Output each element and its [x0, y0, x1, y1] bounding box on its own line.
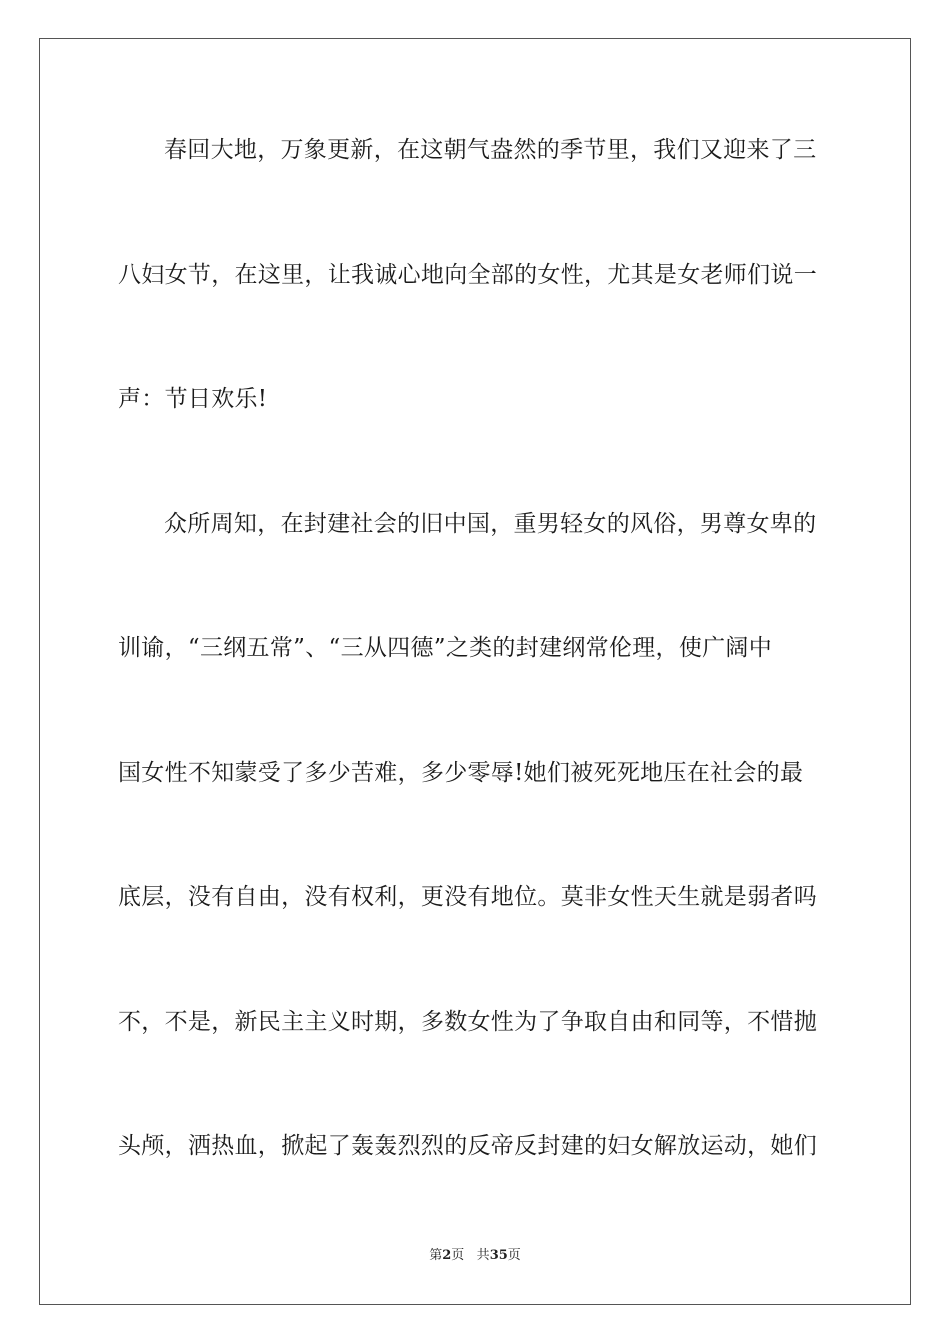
total-pages: 35 [489, 1248, 508, 1263]
paragraph-2-line-1: 众所周知，在封建社会的旧中国，重男轻女的风俗，男尊女卑的 [164, 511, 817, 537]
page-border [39, 38, 911, 1305]
paragraph-1-line-1: 春回大地，万象更新，在这朝气盎然的季节里，我们又迎来了三 [164, 137, 817, 163]
total-prefix: 共 [476, 1248, 490, 1263]
total-suffix: 页 [507, 1248, 521, 1263]
page-footer [0, 1248, 950, 1264]
paragraph-2-line-6: 头颅，洒热血，掀起了轰轰烈烈的反帝反封建的妇女解放运动，她们 [118, 1133, 817, 1159]
paragraph-2-line-2: 训谕，“三纲五常”、“三从四德”之类的封建纲常伦理，使广阔中 [118, 635, 773, 661]
page-prefix: 第 [429, 1248, 443, 1263]
paragraph-2-line-5: 不，不是，新民主主义时期，多数女性为了争取自由和同等，不惜抛 [118, 1009, 817, 1035]
paragraph-2-line-4: 底层，没有自由，没有权利，更没有地位。莫非女性天生就是弱者吗 [118, 884, 817, 910]
paragraph-1-line-3: 声：节日欢乐! [118, 386, 268, 412]
paragraph-2-line-3: 国女性不知蒙受了多少苦难，多少零辱!她们被死死地压在社会的最 [118, 760, 804, 786]
page-suffix: 页 [451, 1248, 465, 1263]
page-number: 2 [442, 1248, 452, 1263]
paragraph-1-line-2: 八妇女节，在这里，让我诚心地向全部的女性，尤其是女老师们说一 [118, 262, 817, 288]
